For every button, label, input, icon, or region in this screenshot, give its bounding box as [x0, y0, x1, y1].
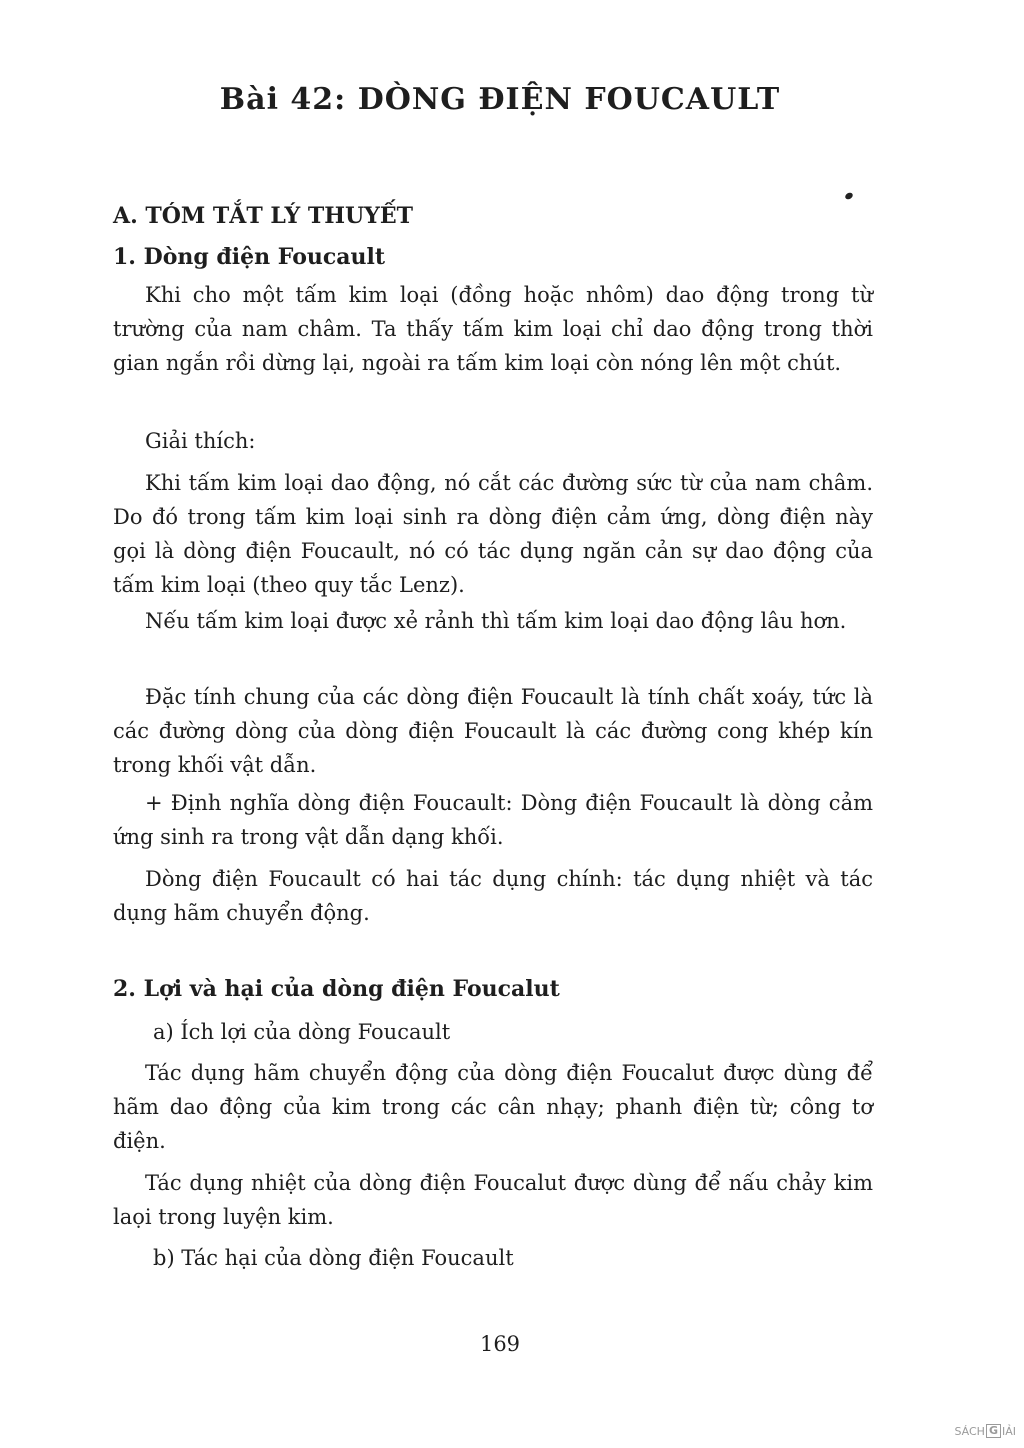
watermark-logo-box: G: [986, 1424, 1001, 1438]
paragraph-explanation-label: Giải thích:: [145, 429, 256, 453]
subsection-2-heading: 2. Lợi và hại của dòng điện Foucalut: [113, 976, 560, 1002]
lesson-title: Bài 42: DÒNG ĐIỆN FOUCAULT: [219, 82, 781, 117]
watermark-right-text: IẢI: [1001, 1424, 1016, 1438]
paragraph-explanation: Khi tấm kim loại dao động, nó cắt các đường sức từ của nam châm. Do đó trong tấm kim loại sinh ra dòng điện cảm ứng, dòng điện này gọi là dòng điện Foucault, nó có tác dụng ngăn cản sự dao động của tấm kim loại (theo quy tắc Lenz).: [113, 471, 873, 597]
page-number: 169: [479, 1332, 521, 1356]
paragraph-vortex-property: Đặc tính chung của các dòng điện Foucault là tính chất xoáy, tức là các đường dòng của dòng điện Foucault là các đường cong khép kín trong khối vật dẫn.: [113, 685, 873, 777]
paragraph-braking-use: Tác dụng hãm chuyển động của dòng điện Foucalut được dùng để hãm dao động của kim trong các cân nhạy; phanh điện từ; công tơ điện.: [113, 1061, 873, 1153]
benefits-heading: a) Ích lợi của dòng Foucault: [153, 1020, 451, 1044]
sachgiai-watermark: [954, 1424, 1016, 1438]
ink-mark: [844, 191, 854, 200]
paragraph-slotted-plate: Nếu tấm kim loại được xẻ rảnh thì tấm kim loại dao động lâu hơn.: [145, 609, 847, 633]
paragraph-two-effects: Dòng điện Foucault có hai tác dụng chính: tác dụng nhiệt và tác dụng hãm chuyển động.: [113, 867, 873, 925]
paragraph-definition: + Định nghĩa dòng điện Foucault: Dòng điện Foucault là dòng cảm ứng sinh ra trong vật dẫn dạng khối.: [113, 791, 873, 849]
section-a-heading: A. TÓM TẮT LÝ THUYẾT: [113, 203, 414, 229]
paragraph-heating-use: Tác dụng nhiệt của dòng điện Foucalut được dùng để nấu chảy kim laọi trong luyện kim.: [113, 1171, 873, 1229]
subsection-1-heading: 1. Dòng điện Foucault: [113, 244, 386, 270]
paragraph-intro: Khi cho một tấm kim loại (đồng hoặc nhôm) dao động trong từ trường của nam châm. Ta thấy tấm kim loại chỉ dao động trong thời gian ngắn rồi dừng lại, ngoài ra tấm kim loại còn nóng lên một chút.: [113, 283, 873, 375]
watermark-left-text: SÁCH: [954, 1424, 985, 1438]
harms-heading: b) Tác hại của dòng điện Foucault: [153, 1246, 514, 1270]
